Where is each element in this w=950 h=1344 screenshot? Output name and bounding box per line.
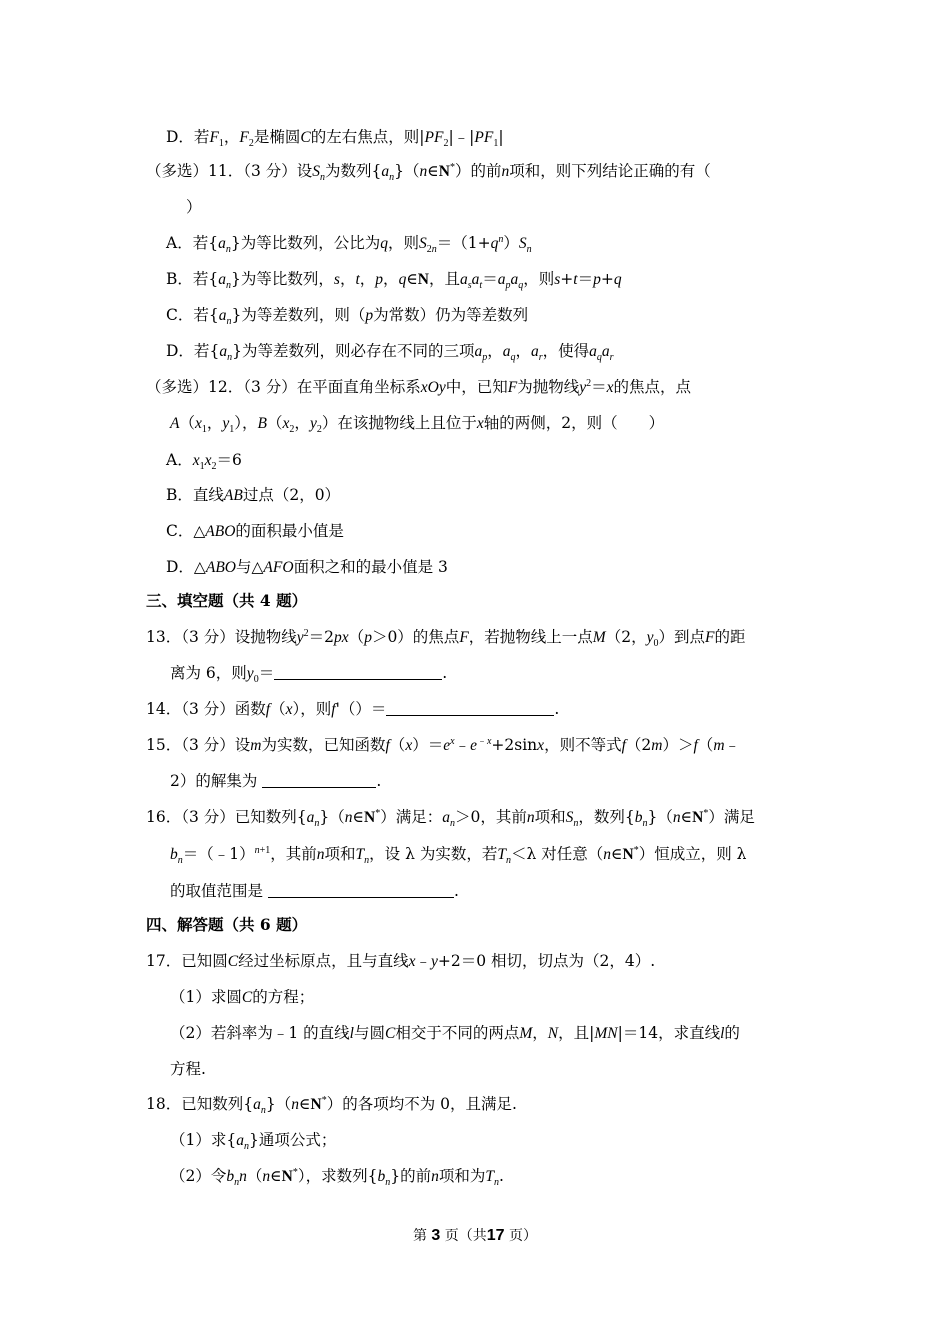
page-total: 17	[486, 1227, 505, 1244]
q12-option-b: B．直线AB过点（2，0）	[166, 486, 341, 504]
section-3-heading: 三、填空题（共 4 题）	[146, 591, 308, 610]
q12-option-a: A．$x_1x_2=6$	[166, 451, 242, 473]
section-4-heading: 四、解答题（共 6 题）	[146, 915, 308, 934]
q11-option-b: B．若$\{a_n\}$为等比数列，s，t，p，q∈N，且$a_sa_t=a_pa_q$，则s+t＝p+q	[166, 270, 622, 292]
question-16-line2: $b_n=(﹣1)^{n+1}$，其前n项和$T_n$，设 λ 为实数，若$T_n<\lambda$ 对任意（n∈N*）恒成立，则 λ	[170, 844, 747, 867]
q12-option-d: D．△ABO与△AFO面积之和的最小值是 3	[166, 558, 448, 576]
question-13: 13．（3 分）设抛物线$y^2=2px(p>0)$的焦点F，若抛物线上一点M（2，$y_0$）到点F的距	[146, 627, 746, 650]
question-13-line2: 离为 6，则$y_0=$ .	[170, 664, 448, 686]
question-11-paren: ）	[186, 198, 202, 216]
q11-option-c: C．若$\{a_n\}$为等差数列，则（p为常数）仍为等差数列	[166, 306, 529, 328]
question-12-stem-line2: $A(x_1$，$y_1$），$B(x_2$，$y_2$）在该抛物线上且位于x轴的两侧，2，则（ ）	[170, 414, 665, 436]
question-18-part2: （2）令$b_nn(n\in N^*)$，求数列$\{b_n\}$的前n项和为$T_n$.	[170, 1166, 504, 1189]
question-16: 16．（3 分）已知数列$\{a_n\}(n\in N^*)$满足：$a_n>0$，其前n项和$S_n$，数列$\{b_n\}(n\in N^*)$满足	[146, 807, 755, 830]
answer-blank[interactable]	[274, 664, 442, 680]
question-17-part1: （1）求圆C的方程；	[170, 988, 315, 1006]
answer-blank[interactable]	[268, 882, 454, 898]
answer-blank[interactable]	[386, 700, 554, 716]
answer-blank[interactable]	[262, 772, 376, 788]
question-11-stem: （多选）11．（3 分）设$S_n$为数列$\{a_n\}(n\in N^*)$的前n项和，则下列结论正确的有（	[146, 161, 711, 184]
q12-option-c: C．△ABO的面积最小值是	[166, 522, 344, 540]
question-18: 18．已知数列$\{a_n\}(n\in N^*)$的各项均不为 0，且满足.	[146, 1094, 517, 1117]
question-15: 15．（3 分）设m为实数，已知函数$f(x)=e^x﹣e^{﹣x}+2\sin x$，则不等式f（2m）＞f（m﹣	[146, 735, 741, 754]
q11-option-a: A．若$\{a_n\}$为等比数列，公比为q，则$S_{2n}=(1+q^n)S_n$	[166, 233, 532, 256]
question-14: 14．（3 分）函数f（x），则f'（）＝ .	[146, 700, 560, 718]
page-number: 3	[431, 1227, 441, 1244]
page-footer: 第 3 页（共17 页）	[412, 1227, 538, 1244]
question-12-stem: （多选）12．（3 分）在平面直角坐标系xOy中，已知F为抛物线$y^2=x$的焦点，点	[146, 377, 692, 396]
question-15-line2: 2）的解集为 .	[170, 772, 382, 790]
q10-option-d: D．若$F_1$，$F_2$是椭圆C的左右焦点，则$|PF_2|﹣|PF_1|$	[166, 128, 504, 150]
question-16-line3: 的取值范围是 .	[170, 882, 459, 900]
q11-option-d: D．若$\{a_n\}$为等差数列，则必存在不同的三项$a_p$，$a_q$，$a_r$，使得$a_qa_r$	[166, 342, 614, 364]
question-17-part2: （2）若斜率为﹣1 的直线l与圆C相交于不同的两点M，N，且|MN|＝14，求直线l的	[170, 1024, 740, 1042]
question-18-part1: （1）求$\{a_n\}$通项公式；	[170, 1131, 337, 1153]
question-17-part2-line2: 方程.	[170, 1060, 206, 1078]
question-17: 17．已知圆C经过坐标原点，且与直线x﹣y+2＝0 相切，切点为（2，4）.	[146, 952, 656, 970]
